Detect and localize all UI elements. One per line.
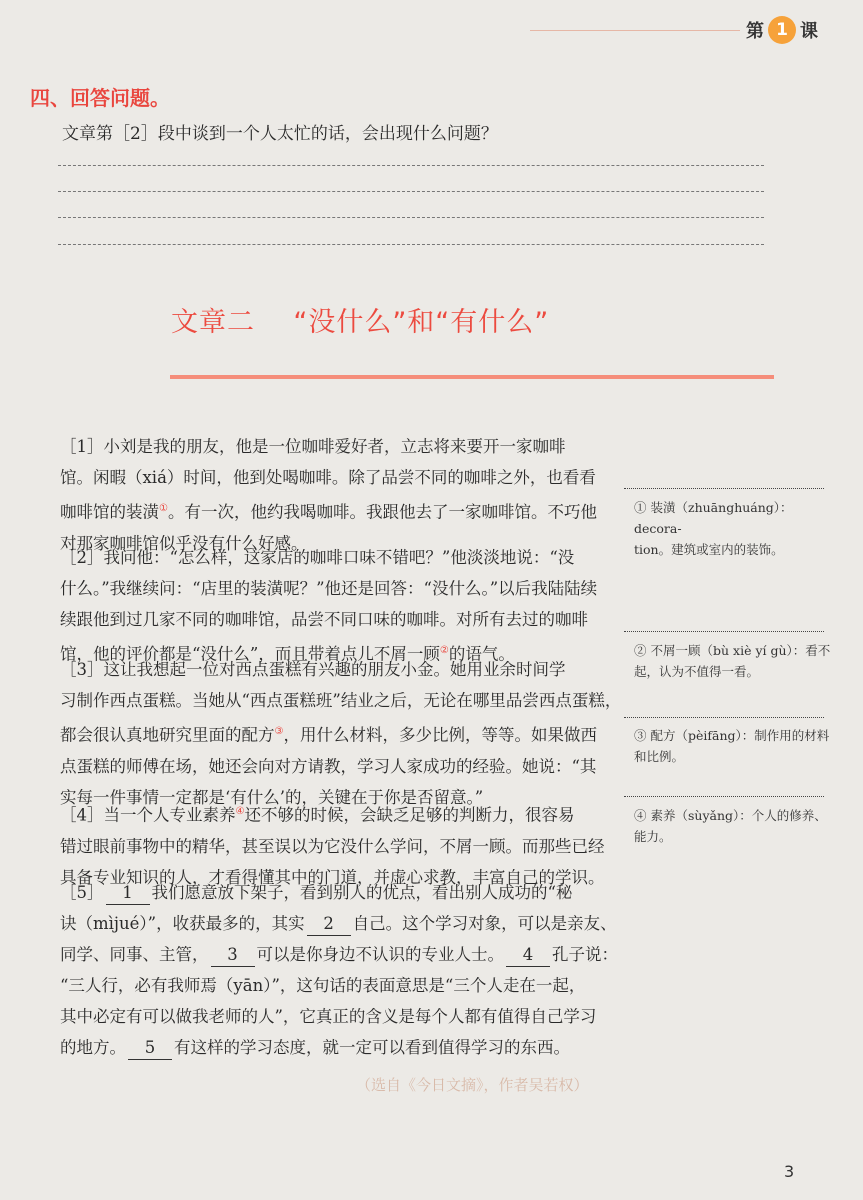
text-line: 什么。”我继续问：“店里的装潢呢？”他还是回答：“没什么。”以后我陆陆续 [60, 579, 598, 598]
text-line: 对那家咖啡馆似乎没有什么好感。 [60, 533, 308, 553]
text-line: 其中必定有可以做我老师的人”，它真正的含义是每个人都有值得自己学习 [60, 1007, 597, 1026]
text-line: 点蛋糕的师傅在场，她还会向对方请教，学习人家成功的经验。她说：“其 [60, 756, 597, 776]
article-source: （选自《今日文摘》，作者吴若权） [356, 1076, 589, 1094]
note-line: 能力。 [634, 829, 672, 844]
note-line: 配方（pèifāng）：制作用的材料 [650, 728, 830, 743]
lesson-number-badge: 1 [768, 16, 796, 44]
note-line: tion。建筑或室内的装饰。 [634, 542, 784, 557]
paragraph-5 [60, 877, 618, 1063]
fill-blank-5[interactable]: 5 [128, 1037, 172, 1060]
text-line: 具备专业知识的人，才看得懂其中的门道，并虚心求教，丰富自己的学识。 [60, 867, 605, 887]
text-line [60, 1032, 612, 1063]
text-line [60, 493, 612, 528]
footnote-mark[interactable]: ② [439, 645, 449, 656]
note-divider [624, 796, 824, 797]
fill-blank-2[interactable]: 2 [307, 913, 351, 936]
text-line: 馆。闲暇（xiá）时间，他到处喝咖啡。除了品尝不同的咖啡之外，也看看 [60, 468, 596, 487]
text-segment: 有这样的学习态度，就一定可以看到值得学习的东西。 [174, 1038, 570, 1057]
text-segment: 的地方。 [60, 1038, 126, 1057]
question-text: 文章第［2］段中谈到一个人太忙的话，会出现什么问题？ [62, 124, 498, 144]
text-line [60, 796, 612, 831]
note-2 [634, 640, 834, 682]
article-title: 文章二 “没什么”和“有什么” [171, 307, 550, 338]
note-mark: ③ [634, 728, 647, 743]
text-line [60, 716, 612, 751]
note-divider [624, 717, 824, 718]
text-line: 续跟他到过几家不同的咖啡馆，品尝不同口味的咖啡。对所有去过的咖啡 [60, 610, 588, 629]
text-line [60, 908, 617, 939]
text-segment: 自己。这个学习对象，可以是亲友、 [352, 914, 617, 933]
page-number: 3 [784, 1162, 795, 1181]
text-line: 实每一件事情一定都是‘有什么’的，关键在于你是否留意。” [60, 787, 484, 807]
note-line: 不屑一顾（bù xiè yí gù）：看不 [650, 643, 831, 658]
text-line [60, 877, 612, 908]
note-line: 起，认为不值得一看。 [634, 664, 760, 679]
footnote-mark[interactable]: ① [159, 503, 168, 514]
text-line: 错过眼前事物中的精华，甚至误以为它没什么学问，不屑一顾。而那些已经 [60, 836, 605, 856]
lesson-suffix: 课 [800, 21, 818, 42]
note-mark: ① [634, 500, 647, 515]
fill-blank-4[interactable]: 4 [506, 944, 550, 967]
text-segment: 孔子说： [552, 945, 618, 964]
text-segment: 。有一次，他约我喝咖啡。我跟他去了一家咖啡馆。不巧他 [167, 502, 597, 522]
note-1 [634, 497, 834, 560]
text-segment: 我们愿意放下架子，看到别人的优点，看出别人成功的“秘 [151, 883, 573, 902]
note-line: 装潢（zhuānghuáng）：decora- [634, 500, 793, 536]
text-line: ［1］小刘是我的朋友，他是一位咖啡爱好者，立志将来要开一家咖啡 [60, 437, 566, 456]
note-line: 和比例。 [634, 749, 685, 764]
note-line: 素养（sùyǎng）：个人的修养、 [650, 808, 827, 823]
text-segment: 咖啡馆的装潢 [60, 502, 159, 522]
fill-blank-3[interactable]: 3 [211, 944, 255, 967]
note-4 [634, 805, 834, 847]
text-segment: 的语气。 [448, 644, 515, 664]
note-mark: ④ [634, 808, 647, 823]
lesson-prefix: 第 [746, 21, 764, 42]
fill-blank-1[interactable]: 1 [106, 882, 150, 905]
text-segment: 都会很认真地研究里面的配方 [60, 725, 275, 745]
note-mark: ② [634, 643, 647, 658]
note-divider [624, 488, 824, 489]
text-segment: 馆，他的评价都是“没什么”，而且带着点儿不屑一顾 [60, 644, 440, 664]
text-segment: 可以是你身边不认识的专业人士。 [256, 945, 504, 964]
text-line: 习制作西点蛋糕。当她从“西点蛋糕班”结业之后，无论在哪里品尝西点蛋糕， [60, 691, 622, 710]
paragraph-2 [60, 542, 612, 670]
answer-line[interactable] [58, 217, 764, 218]
text-segment: 同学、同事、主管， [60, 945, 209, 964]
text-segment: ［4］当一个人专业素养 [60, 805, 236, 825]
lesson-tag [746, 14, 818, 46]
answer-line[interactable] [58, 244, 764, 245]
text-line: ［3］这让我想起一位对西点蛋糕有兴趣的朋友小金。她用业余时间学 [60, 660, 566, 679]
footnote-mark[interactable]: ③ [274, 726, 284, 737]
note-divider [624, 631, 824, 632]
paragraph-1 [60, 431, 612, 559]
answer-line[interactable] [58, 165, 764, 166]
note-3 [634, 725, 834, 767]
footnote-mark[interactable]: ④ [235, 806, 245, 817]
text-line: ［2］我问他：“怎么样，这家店的咖啡口味不错吧？”他淡淡地说：“没 [60, 548, 575, 567]
title-bar [170, 375, 774, 379]
text-segment: 诀（mìjué）”，收获最多的，其实 [60, 914, 305, 933]
paragraph-3 [60, 654, 622, 813]
text-segment: ［5］ [60, 883, 104, 902]
text-segment: 还不够的时候，会缺乏足够的判断力，很容易 [244, 805, 575, 825]
text-segment: ，用什么材料，多少比例，等等。如果做西 [283, 725, 597, 745]
section-heading: 四、回答问题。 [30, 86, 170, 110]
header-rule [530, 30, 740, 31]
text-line: “三人行，必有我师焉（yān）”，这句话的表面意思是“三个人走在一起， [60, 976, 586, 995]
text-line [60, 939, 618, 970]
answer-line[interactable] [58, 191, 764, 192]
